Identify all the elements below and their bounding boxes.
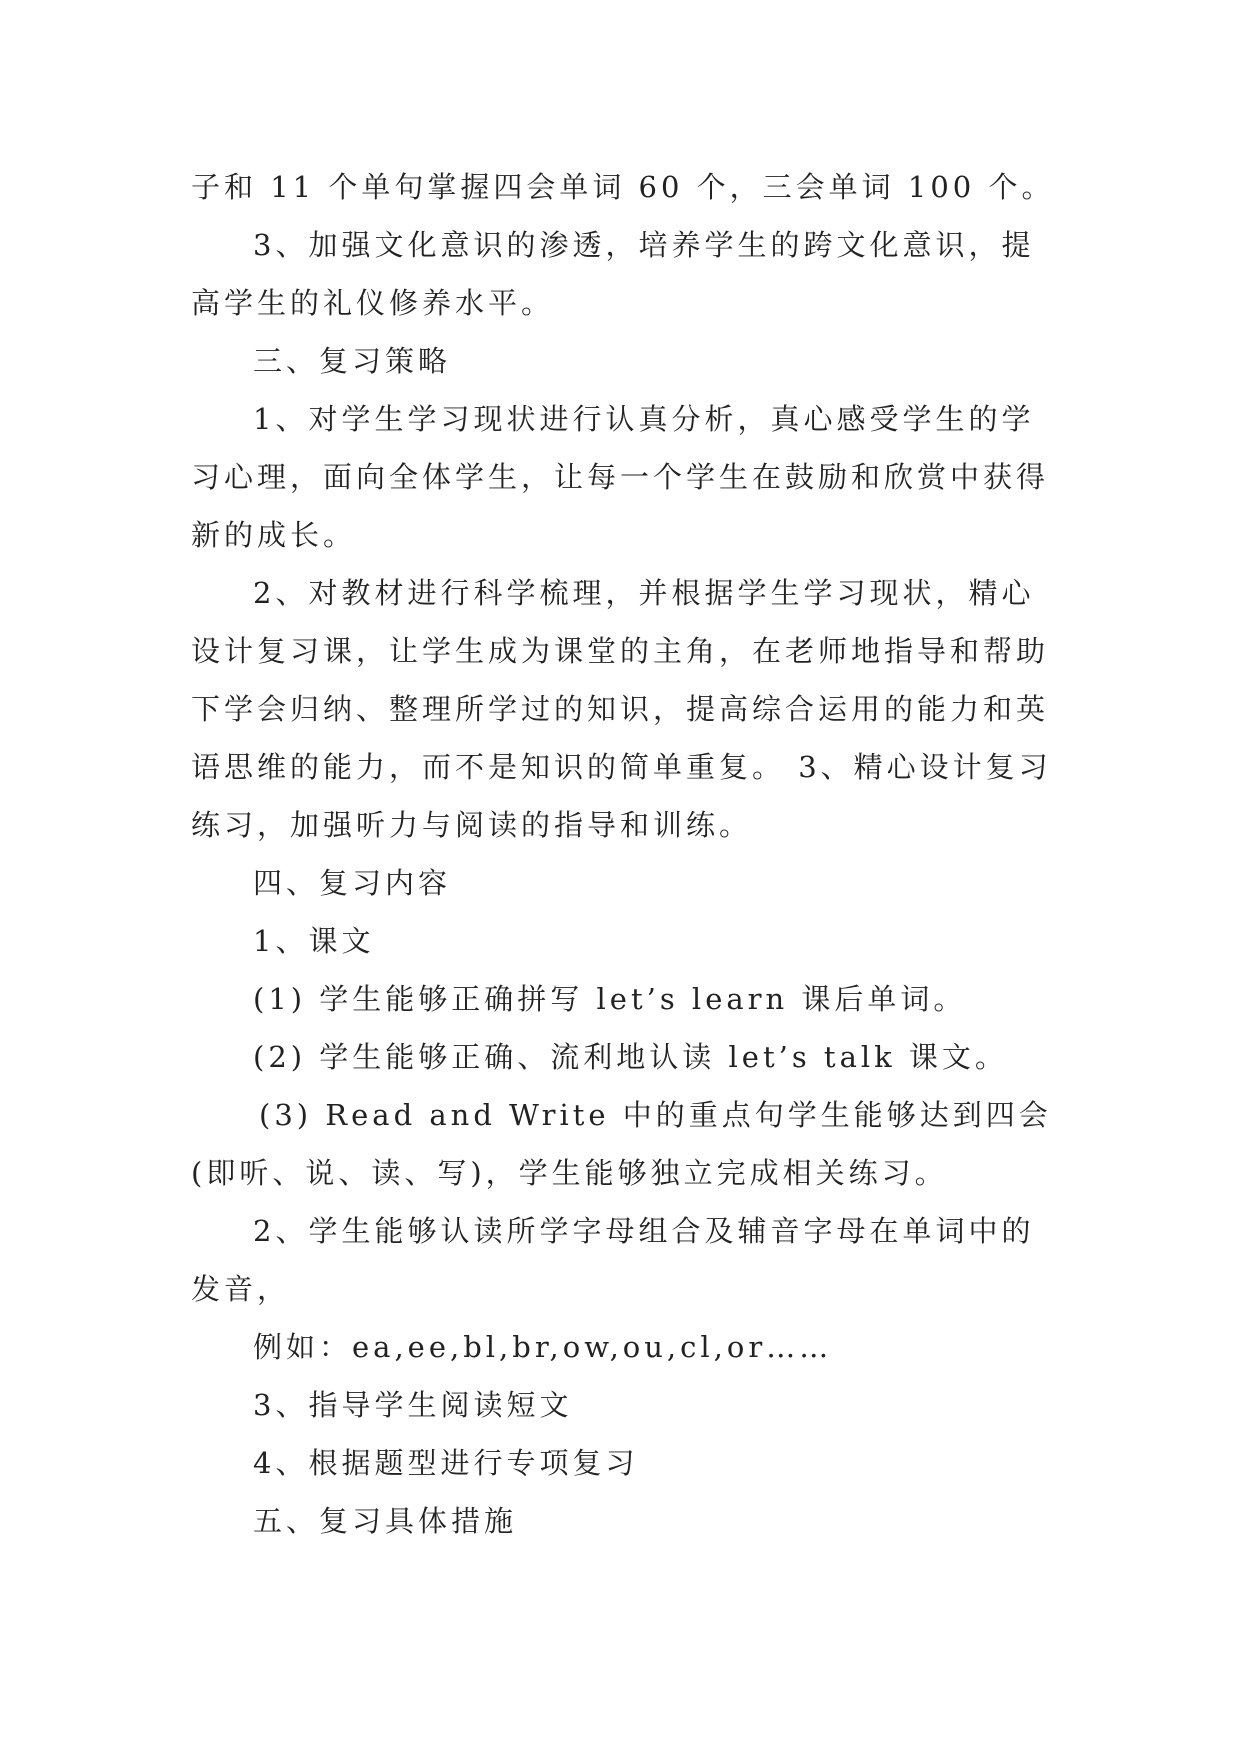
section-heading: 三、复习策略 <box>253 344 452 378</box>
text-line: 设计复习课，让学生成为课堂的主角，在老师地指导和帮助 <box>191 634 1050 668</box>
text-line: 1、对学生学习现状进行认真分析，真心感受学生的学 <box>253 402 1035 436</box>
text-line: 1、课文 <box>253 924 375 958</box>
text-line: 练习，加强听力与阅读的指导和训练。 <box>191 808 753 842</box>
text-line: 2、学生能够认读所学字母组合及辅音字母在单词中的 <box>253 1214 1035 1248</box>
text-line: 4、根据题型进行专项复习 <box>253 1446 639 1480</box>
text-line: 下学会归纳、整理所学过的知识，提高综合运用的能力和英 <box>191 692 1050 726</box>
text-line: 习心理，面向全体学生，让每一个学生在鼓励和欣赏中获得 <box>191 460 1050 494</box>
section-heading: 五、复习具体措施 <box>253 1504 518 1538</box>
section-heading: 四、复习内容 <box>253 866 452 900</box>
text-line: (3) Read and Write 中的重点句学生能够达到四会 <box>259 1098 1052 1132</box>
text-line: 子和 11 个单句掌握四会单词 60 个，三会单词 100 个。 <box>191 170 1055 204</box>
text-line: 3、加强文化意识的渗透，培养学生的跨文化意识，提 <box>253 228 1035 262</box>
text-line: (即听、说、读、写)，学生能够独立完成相关练习。 <box>191 1156 948 1190</box>
text-line: 发音， <box>191 1272 291 1306</box>
text-line: 例如：ea,ee,bl,br,ow,ou,cl,or…… <box>253 1330 833 1364</box>
text-line: 高学生的礼仪修养水平。 <box>191 286 555 320</box>
document-body <box>191 158 1055 1550</box>
text-line: 2、对教材进行科学梳理，并根据学生学习现状，精心 <box>253 576 1035 610</box>
text-line: (2) 学生能够正确、流利地认读 let’s talk 课文。 <box>253 1040 1008 1074</box>
text-line: 3、指导学生阅读短文 <box>253 1388 573 1422</box>
text-line: (1) 学生能够正确拼写 let’s learn 课后单词。 <box>253 982 967 1016</box>
text-line: 语思维的能力，而不是知识的简单重复。 3、精心设计复习 <box>191 750 1052 784</box>
text-line: 新的成长。 <box>191 518 357 552</box>
